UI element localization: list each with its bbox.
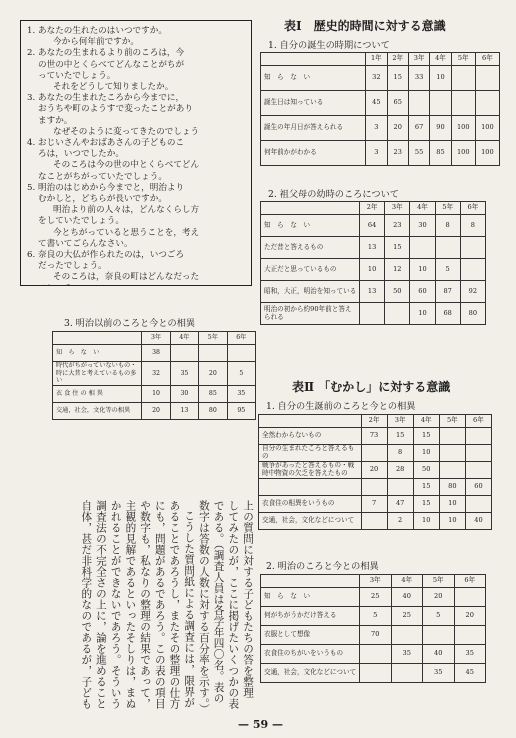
data-cell bbox=[451, 91, 475, 116]
table2-part1 bbox=[258, 414, 492, 530]
data-cell: 100 bbox=[475, 116, 499, 141]
data-cell bbox=[361, 479, 387, 496]
data-cell: 70 bbox=[360, 626, 392, 645]
question-line: 3. あなたの生まれたころから今までに， bbox=[27, 93, 185, 104]
data-cell: 20 bbox=[142, 402, 170, 419]
row-label: 時代がちがっていないもの・時に大昔と考えているもの多い bbox=[53, 362, 142, 386]
data-cell: 45 bbox=[454, 664, 486, 683]
data-cell: 15 bbox=[387, 66, 408, 91]
table-row bbox=[53, 385, 256, 402]
body-text-line: 数字は答数の人数に対する百分率を示す。） bbox=[197, 500, 210, 715]
table1-part1 bbox=[260, 52, 500, 166]
question-line: 今とちがっていると思うことを，考え bbox=[53, 227, 200, 238]
data-cell: 5 bbox=[360, 607, 392, 626]
table-row bbox=[261, 116, 500, 141]
data-cell: 8 bbox=[435, 215, 460, 237]
data-cell: 95 bbox=[227, 402, 255, 419]
question-line: て書いてごらんなさい。 bbox=[38, 238, 133, 249]
data-cell: 60 bbox=[465, 479, 491, 496]
table-header-cell: 4年 bbox=[410, 202, 435, 215]
data-cell: 32 bbox=[366, 66, 387, 91]
data-cell: 60 bbox=[410, 281, 435, 303]
data-cell bbox=[391, 626, 423, 645]
row-label: 戦争があったと答えるもの・戦時中物資の欠乏を答えたもの bbox=[259, 462, 362, 479]
question-line bbox=[27, 284, 245, 286]
table-header-cell: 6年 bbox=[460, 202, 485, 215]
data-cell bbox=[475, 66, 499, 91]
table-header-cell: 5年 bbox=[439, 415, 465, 428]
data-cell: 100 bbox=[475, 141, 499, 166]
table-row bbox=[261, 664, 486, 683]
table-row bbox=[259, 496, 492, 513]
body-text-line: かれることができないであろう。そういう bbox=[109, 500, 122, 709]
data-cell bbox=[430, 91, 451, 116]
data-cell bbox=[387, 479, 413, 496]
row-label: 知 ら な い bbox=[261, 588, 360, 607]
data-cell bbox=[439, 462, 465, 479]
data-cell: 12 bbox=[385, 259, 410, 281]
row-label: 何がちがうかだけ答える bbox=[261, 607, 360, 626]
row-label: 知 ら な い bbox=[53, 345, 142, 362]
question-line: おうちや町のようすで変ったことがあり bbox=[38, 104, 193, 115]
data-cell: 3 bbox=[366, 116, 387, 141]
data-cell: 50 bbox=[413, 462, 439, 479]
body-text-line: である。（調査人員は各学年四〇名。表の bbox=[212, 500, 225, 704]
body-text-line: してみたのが，ここに掲げたいくつかの表 bbox=[227, 500, 240, 709]
data-cell: 35 bbox=[423, 664, 455, 683]
table-row bbox=[261, 607, 486, 626]
table-row bbox=[53, 402, 256, 419]
data-cell: 15 bbox=[413, 479, 439, 496]
row-label: 衣 食 住 の 相 異 bbox=[53, 385, 142, 402]
data-cell: 23 bbox=[387, 141, 408, 166]
data-cell: 10 bbox=[439, 496, 465, 513]
table-header-cell: 6年 bbox=[465, 415, 491, 428]
question-line: 今から何年前ですか。 bbox=[53, 37, 139, 48]
table-row bbox=[261, 66, 500, 91]
data-cell: 92 bbox=[460, 281, 485, 303]
data-cell: 85 bbox=[430, 141, 451, 166]
data-cell: 10 bbox=[410, 303, 435, 325]
row-label: 衣食住のちがいをいうもの bbox=[261, 645, 360, 664]
question-number: 2. bbox=[27, 48, 36, 59]
table-row bbox=[261, 91, 500, 116]
table-row bbox=[53, 345, 256, 362]
question-line: 2. あなたの生まれるより前のころは，今 bbox=[27, 48, 185, 59]
data-cell: 10 bbox=[413, 445, 439, 462]
question-line: っていたでしょう。 bbox=[38, 70, 116, 81]
data-cell: 8 bbox=[460, 215, 485, 237]
table1-title: 表Ⅰ 歴史的時間に対する意識 bbox=[284, 19, 446, 33]
question-line: それをどうして知りましたか。 bbox=[53, 82, 174, 93]
data-cell: 7 bbox=[361, 496, 387, 513]
data-cell: 10 bbox=[142, 385, 170, 402]
data-cell: 50 bbox=[385, 281, 410, 303]
data-cell: 35 bbox=[454, 645, 486, 664]
data-cell: 35 bbox=[227, 385, 255, 402]
table-row bbox=[261, 281, 486, 303]
row-label: 自分の生まれたころと答えるもの bbox=[259, 445, 362, 462]
table-row bbox=[261, 215, 486, 237]
row-label: 衣服として想像 bbox=[261, 626, 360, 645]
data-cell bbox=[361, 513, 387, 530]
data-cell bbox=[227, 345, 255, 362]
row-label: 誕生日は知っている bbox=[261, 91, 366, 116]
table-row bbox=[259, 428, 492, 445]
question-line: 5. 明治のはじめから今までと，明治より bbox=[27, 182, 185, 193]
data-cell bbox=[465, 445, 491, 462]
data-cell bbox=[435, 237, 460, 259]
data-cell: 15 bbox=[387, 428, 413, 445]
data-cell: 8 bbox=[387, 445, 413, 462]
data-cell: 73 bbox=[361, 428, 387, 445]
data-cell: 10 bbox=[430, 66, 451, 91]
table3-subtitle: 3. 明治以前のころと今との相異 bbox=[64, 318, 196, 329]
table-header-cell: 4年 bbox=[391, 575, 423, 588]
data-cell: 65 bbox=[387, 91, 408, 116]
data-cell: 2 bbox=[387, 513, 413, 530]
data-cell: 13 bbox=[360, 281, 385, 303]
body-text bbox=[79, 500, 255, 715]
table-row bbox=[261, 141, 500, 166]
table-row bbox=[261, 626, 486, 645]
data-cell bbox=[385, 303, 410, 325]
data-cell: 25 bbox=[360, 588, 392, 607]
table1-part1-subtitle: 1. 自分の誕生の時期について bbox=[268, 40, 390, 51]
data-cell: 64 bbox=[360, 215, 385, 237]
data-cell bbox=[360, 303, 385, 325]
question-line: なことがちがっていたでしょう。 bbox=[38, 171, 167, 182]
question-line: そのころは，奈良の町はどんなだった bbox=[53, 272, 200, 283]
data-cell: 28 bbox=[387, 462, 413, 479]
data-cell bbox=[439, 445, 465, 462]
data-cell: 47 bbox=[387, 496, 413, 513]
data-cell: 32 bbox=[142, 362, 170, 386]
table-header-cell: 2年 bbox=[360, 202, 385, 215]
data-cell: 100 bbox=[451, 116, 475, 141]
data-cell bbox=[475, 91, 499, 116]
body-text-line: 自体，甚だ非科学的なのであるが，子ども bbox=[80, 500, 93, 709]
data-cell: 5 bbox=[227, 362, 255, 386]
question-line: ますか。 bbox=[38, 115, 73, 126]
data-cell bbox=[423, 626, 455, 645]
table-header-cell: 4年 bbox=[413, 415, 439, 428]
table-row bbox=[259, 445, 492, 462]
data-cell: 25 bbox=[391, 607, 423, 626]
body-text-line: にも，問題があるであろう。この表の項目 bbox=[153, 500, 166, 709]
question-line: そのころは今の世の中とくらべてどん bbox=[53, 160, 200, 171]
question-item bbox=[27, 250, 245, 286]
table-header-cell: 6年 bbox=[475, 53, 499, 66]
data-cell: 10 bbox=[410, 259, 435, 281]
data-cell: 15 bbox=[385, 237, 410, 259]
body-text-line: や数字も，私なりの整理の結果であって， bbox=[139, 500, 152, 709]
question-number: 6. bbox=[27, 250, 36, 261]
question-line: 4. おじいさんやおばあさんの子どものこ bbox=[27, 138, 185, 149]
row-label: 明治の初から約90年前と答えられる bbox=[261, 303, 360, 325]
table-header-cell: 5年 bbox=[451, 53, 475, 66]
question-item bbox=[27, 183, 245, 250]
data-cell: 15 bbox=[413, 496, 439, 513]
table-row bbox=[261, 303, 486, 325]
data-cell bbox=[360, 645, 392, 664]
table-row bbox=[53, 362, 256, 386]
questionnaire-box bbox=[20, 20, 252, 286]
data-cell: 30 bbox=[170, 385, 198, 402]
table-header-cell: 3年 bbox=[408, 53, 429, 66]
table-header-cell: 2年 bbox=[387, 53, 408, 66]
question-line: 6. 奈良の大仏が作られたのは，いつごろ bbox=[27, 250, 185, 261]
question-line: 明治より前の人々は，どんなくらし方 bbox=[53, 205, 200, 216]
page-number: — 59 — bbox=[238, 718, 283, 731]
row-label: 昭和，大正，明治を知っている bbox=[261, 281, 360, 303]
table-header-cell: 3年 bbox=[360, 575, 392, 588]
data-cell: 3 bbox=[366, 141, 387, 166]
data-cell: 5 bbox=[435, 259, 460, 281]
question-line: なぜそのように変ってきたのでしょう bbox=[53, 126, 200, 137]
question-line: だったでしょう。 bbox=[38, 261, 107, 272]
row-label: 交通，社会，文化等の相異 bbox=[53, 402, 142, 419]
data-cell bbox=[361, 445, 387, 462]
table-header-cell: 4年 bbox=[170, 332, 198, 345]
data-cell: 85 bbox=[199, 385, 227, 402]
row-label: ただ昔と答えるもの bbox=[261, 237, 360, 259]
data-cell: 87 bbox=[435, 281, 460, 303]
data-cell: 35 bbox=[391, 645, 423, 664]
data-cell: 35 bbox=[170, 362, 198, 386]
data-cell bbox=[465, 428, 491, 445]
table2-title: 表Ⅱ 「むかし」に対する意識 bbox=[292, 380, 451, 394]
table-row bbox=[259, 479, 492, 496]
question-line: をしていたでしょう。 bbox=[38, 216, 124, 227]
table-corner-cell bbox=[53, 332, 142, 345]
table-corner-cell bbox=[259, 415, 362, 428]
data-cell bbox=[408, 91, 429, 116]
data-cell bbox=[454, 588, 486, 607]
table-corner-cell bbox=[261, 202, 360, 215]
question-item bbox=[27, 138, 245, 183]
question-item bbox=[27, 26, 245, 48]
row-label: 大正だと思っているもの bbox=[261, 259, 360, 281]
table-header-cell: 6年 bbox=[454, 575, 486, 588]
data-cell bbox=[465, 496, 491, 513]
data-cell bbox=[465, 462, 491, 479]
question-number: 4. bbox=[27, 138, 36, 149]
data-cell: 40 bbox=[465, 513, 491, 530]
row-label: 知 ら な い bbox=[261, 215, 360, 237]
table-header-cell: 1年 bbox=[366, 53, 387, 66]
table-header-cell: 3年 bbox=[387, 415, 413, 428]
data-cell: 80 bbox=[439, 479, 465, 496]
data-cell: 67 bbox=[408, 116, 429, 141]
data-cell bbox=[454, 626, 486, 645]
question-item bbox=[27, 48, 245, 93]
data-cell: 20 bbox=[199, 362, 227, 386]
data-cell: 20 bbox=[423, 588, 455, 607]
data-cell: 23 bbox=[385, 215, 410, 237]
data-cell: 10 bbox=[439, 513, 465, 530]
data-cell bbox=[460, 237, 485, 259]
data-cell: 20 bbox=[361, 462, 387, 479]
question-line: むかしと，どちらが長いですか。 bbox=[38, 194, 167, 205]
table-row bbox=[261, 588, 486, 607]
table-header-cell: 3年 bbox=[385, 202, 410, 215]
table1-part2 bbox=[260, 201, 486, 325]
data-cell bbox=[460, 259, 485, 281]
data-cell: 40 bbox=[423, 645, 455, 664]
data-cell bbox=[410, 237, 435, 259]
data-cell: 45 bbox=[366, 91, 387, 116]
question-line: ろは，いつでしたか。 bbox=[38, 149, 124, 160]
data-cell: 13 bbox=[360, 237, 385, 259]
data-cell: 10 bbox=[413, 513, 439, 530]
body-text-line: 上の質問に対する子どもたちの答を整理 bbox=[242, 500, 254, 698]
table-row bbox=[261, 645, 486, 664]
body-text-line: こうした質問紙による調査には，限界が bbox=[183, 510, 196, 708]
row-label: 誕生の年月日が答えられる bbox=[261, 116, 366, 141]
table-header-cell: 4年 bbox=[430, 53, 451, 66]
data-cell: 55 bbox=[408, 141, 429, 166]
table-header-cell: 2年 bbox=[361, 415, 387, 428]
row-label: 全然わからないもの bbox=[259, 428, 362, 445]
data-cell: 20 bbox=[454, 607, 486, 626]
question-line: の世の中とくらべてどんなことがちが bbox=[38, 59, 185, 70]
data-cell: 100 bbox=[451, 141, 475, 166]
data-cell: 5 bbox=[423, 607, 455, 626]
body-text-line: あることであろうし，またその整理の仕方 bbox=[168, 500, 181, 709]
table2-part1-subtitle: 1. 自分の生誕前のころと今との相異 bbox=[266, 401, 416, 412]
data-cell: 80 bbox=[460, 303, 485, 325]
data-cell: 15 bbox=[413, 428, 439, 445]
row-label: 交通，社会，文化などについて bbox=[259, 513, 362, 530]
data-cell: 80 bbox=[199, 402, 227, 419]
data-cell: 13 bbox=[170, 402, 198, 419]
data-cell: 68 bbox=[435, 303, 460, 325]
table-header-cell: 5年 bbox=[199, 332, 227, 345]
data-cell: 30 bbox=[410, 215, 435, 237]
table-corner-cell bbox=[261, 53, 366, 66]
data-cell: 10 bbox=[360, 259, 385, 281]
data-cell bbox=[199, 345, 227, 362]
body-text-line: 調査法の不完全さの上に，論を進めること bbox=[94, 500, 107, 709]
data-cell: 20 bbox=[387, 116, 408, 141]
question-number: 5. bbox=[27, 182, 36, 193]
table-header-cell: 6年 bbox=[227, 332, 255, 345]
data-cell bbox=[451, 66, 475, 91]
table-header-cell: 5年 bbox=[423, 575, 455, 588]
question-number: 3. bbox=[27, 93, 36, 104]
table1-part2-subtitle: 2. 祖父母の幼時のころについて bbox=[268, 189, 399, 200]
row-label: 知 ら な い bbox=[261, 66, 366, 91]
data-cell bbox=[439, 428, 465, 445]
body-text-line: 主観的見解であるといったそしりは，まぬ bbox=[124, 500, 137, 709]
data-cell: 38 bbox=[142, 345, 170, 362]
table-row bbox=[259, 513, 492, 530]
data-cell: 33 bbox=[408, 66, 429, 91]
table2-part2-subtitle: 2. 明治のころと今との相異 bbox=[266, 561, 379, 572]
question-line: 1. あなたの生れたのはいつですか。 bbox=[27, 26, 167, 36]
data-cell bbox=[391, 664, 423, 683]
row-label bbox=[259, 479, 362, 496]
table-corner-cell bbox=[261, 575, 360, 588]
data-cell: 40 bbox=[391, 588, 423, 607]
row-label: 衣食住の相異をいうもの bbox=[259, 496, 362, 513]
table-header-cell: 5年 bbox=[435, 202, 460, 215]
table3 bbox=[52, 331, 256, 420]
data-cell bbox=[170, 345, 198, 362]
row-label: 何年前かがわかる bbox=[261, 141, 366, 166]
table2-part2 bbox=[260, 574, 486, 683]
question-number: 1. bbox=[27, 26, 36, 36]
table-row bbox=[261, 259, 486, 281]
table-row bbox=[261, 237, 486, 259]
data-cell bbox=[360, 664, 392, 683]
table-header-cell: 3年 bbox=[142, 332, 170, 345]
table-row bbox=[259, 462, 492, 479]
question-item bbox=[27, 93, 245, 138]
data-cell: 90 bbox=[430, 116, 451, 141]
row-label: 交通，社会，文化などについて bbox=[261, 664, 360, 683]
